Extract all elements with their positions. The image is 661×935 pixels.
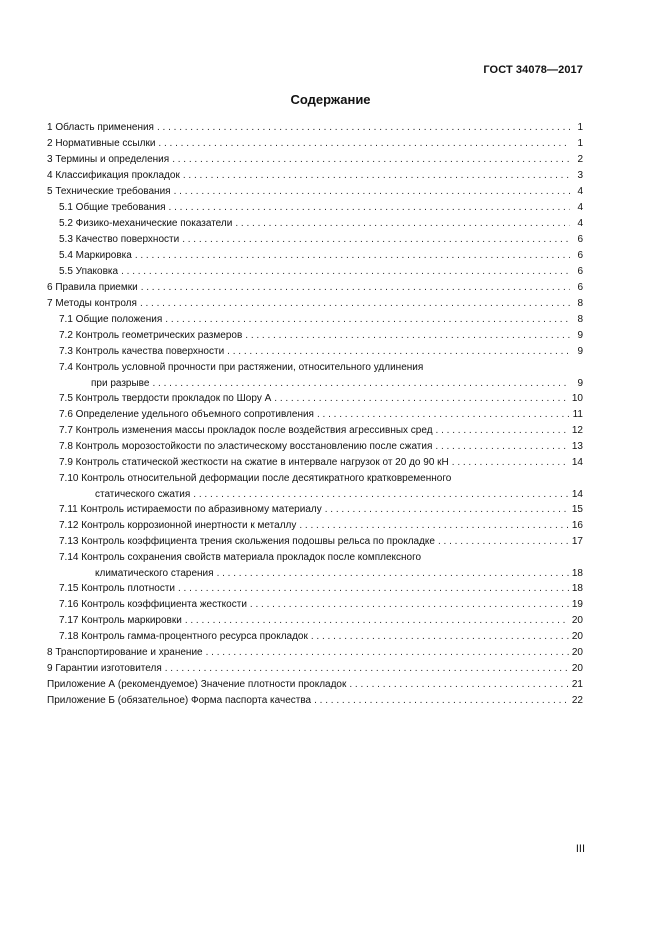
toc-page-number: 22 (571, 695, 583, 706)
dot-leader (140, 296, 570, 312)
toc-entry[interactable] (47, 407, 583, 423)
toc-entry-title: 7.3 Контроль качества поверхности (59, 346, 225, 357)
dot-leader (206, 645, 569, 661)
toc-entry[interactable] (47, 232, 583, 248)
toc-page-number: 20 (571, 615, 583, 626)
dot-leader (165, 661, 569, 677)
toc-page-number: 14 (571, 489, 583, 500)
toc-entry[interactable] (47, 693, 583, 709)
dot-leader (435, 439, 568, 455)
toc-entry[interactable] (47, 613, 583, 629)
toc-entry[interactable] (47, 200, 583, 216)
toc-entry-title: 7.10 Контроль относительной деформации после десятикратного кратковременного (59, 473, 452, 484)
toc-entry-title: 7.5 Контроль твердости прокладок по Шору А (59, 393, 272, 404)
toc-entry-row (47, 661, 583, 677)
dot-leader (436, 423, 569, 439)
toc-page-number: 18 (571, 583, 583, 594)
toc-entry-row (59, 455, 583, 471)
dot-leader (174, 184, 570, 200)
toc-page-number: 6 (577, 234, 583, 245)
toc-entry-title: 9 Гарантии изготовителя (47, 663, 162, 674)
toc-entry-row (47, 677, 583, 693)
toc-entry-row (59, 248, 583, 264)
toc-entry[interactable] (47, 645, 583, 661)
toc-entry[interactable] (47, 629, 583, 645)
dot-leader (157, 120, 570, 136)
toc-entry-row (47, 120, 583, 136)
toc-entry-row (47, 280, 583, 296)
toc-entry-row (47, 296, 583, 312)
toc-entry[interactable] (47, 216, 583, 232)
toc-entry-row (59, 502, 583, 518)
toc-page-number: 18 (571, 568, 583, 579)
dot-leader (185, 613, 569, 629)
toc-entry[interactable] (47, 312, 583, 328)
toc-entry[interactable] (47, 471, 583, 502)
toc-entry-title: 3 Термины и определения (47, 154, 170, 165)
toc-entry-title: 8 Транспортирование и хранение (47, 647, 203, 658)
toc-entry-title: 5.4 Маркировка (59, 250, 132, 261)
page-title: Содержание (290, 92, 371, 107)
toc-entry-title: 7 Методы контроля (47, 298, 137, 309)
toc-page-number: 21 (571, 679, 583, 690)
toc-entry-title: статического сжатия (95, 489, 191, 500)
toc-page-number: 17 (571, 536, 583, 547)
toc-entry-row (59, 328, 583, 344)
toc-entry-title: 7.8 Контроль морозостойкости по эластическому восстановлению после сжатия (59, 441, 433, 452)
toc-entry-row (59, 264, 583, 280)
toc-page-number: 20 (571, 647, 583, 658)
toc-page-number: 19 (571, 599, 583, 610)
toc-entry-title: 7.7 Контроль изменения массы прокладок после воздействия агрессивных сред (59, 425, 433, 436)
toc-entry[interactable] (47, 455, 583, 471)
toc-page-number: 4 (577, 202, 583, 213)
toc-page-number: 9 (577, 330, 583, 341)
toc-entry-title: 7.4 Контроль условной прочности при растяжении, относительного удлинения (59, 362, 424, 373)
dot-leader (217, 566, 569, 582)
toc-entry-title: 7.13 Контроль коэффициента трения скольжения подошвы рельса по прокладке (59, 536, 435, 547)
toc-entry-title: 5 Технические требования (47, 186, 171, 197)
toc-entry-row (59, 423, 583, 439)
toc-entry-title: 7.6 Определение удельного объемного сопротивления (59, 409, 314, 420)
toc-entry[interactable] (47, 423, 583, 439)
toc-entry-title: 4 Классификация прокладок (47, 170, 180, 181)
toc-entry-row (59, 566, 583, 582)
toc-entry-row (47, 184, 583, 200)
toc-entry[interactable] (47, 661, 583, 677)
toc-entry[interactable] (47, 328, 583, 344)
toc-entry-title: 5.3 Качество поверхности (59, 234, 180, 245)
dot-leader (245, 328, 570, 344)
toc-entry-title: 7.16 Контроль коэффициента жесткости (59, 599, 247, 610)
toc-page-number: 10 (571, 393, 583, 404)
toc-entry-title: 2 Нормативные ссылки (47, 138, 156, 149)
dot-leader (172, 152, 570, 168)
dot-leader (227, 344, 570, 360)
toc-page-number: 14 (571, 457, 583, 468)
toc-page-number: 4 (577, 218, 583, 229)
toc-entry-row (59, 216, 583, 232)
toc-entry-title: 7.17 Контроль маркировки (59, 615, 182, 626)
toc-entry[interactable] (47, 168, 583, 184)
toc-entry-title: при разрыве (91, 378, 150, 389)
dot-leader (438, 534, 569, 550)
toc-entry[interactable] (47, 550, 583, 581)
dot-leader (169, 200, 570, 216)
toc-entry[interactable] (47, 120, 583, 136)
toc-entry[interactable] (47, 534, 583, 550)
toc-page-number: 8 (577, 314, 583, 325)
dot-leader (193, 487, 569, 503)
toc-page-number: 1 (577, 138, 583, 149)
toc-entry-row (59, 200, 583, 216)
toc-page-number: 16 (571, 520, 583, 531)
dot-leader (152, 376, 570, 392)
toc-entry-title: 6 Правила приемки (47, 282, 138, 293)
dot-leader (317, 407, 570, 423)
dot-leader (349, 677, 569, 693)
toc-entry[interactable] (47, 518, 583, 534)
toc-page-number: 11 (572, 409, 583, 420)
toc-page-number: 6 (577, 282, 583, 293)
dot-leader (178, 581, 569, 597)
toc-page-number: 1 (577, 122, 583, 133)
dot-leader (141, 280, 570, 296)
toc-entry-row (59, 597, 583, 613)
dot-leader (325, 502, 569, 518)
dot-leader (299, 518, 569, 534)
standard-number: ГОСТ 34078—2017 (483, 64, 583, 76)
toc-entry[interactable] (47, 248, 583, 264)
toc-page-number: 4 (577, 186, 583, 197)
toc-entry[interactable] (47, 391, 583, 407)
toc-entry-row (59, 439, 583, 455)
dot-leader (121, 264, 570, 280)
toc-entry-row (47, 168, 583, 184)
toc-entry-row (47, 693, 583, 709)
toc-entry-row (59, 232, 583, 248)
toc-entry-title: 7.2 Контроль геометрических размеров (59, 330, 243, 341)
toc-page-number: 6 (577, 250, 583, 261)
toc-entry[interactable] (47, 136, 583, 152)
dot-leader (314, 693, 569, 709)
toc-entry-row (59, 391, 583, 407)
dot-leader (250, 597, 569, 613)
toc-entry[interactable] (47, 264, 583, 280)
toc-entry-row (47, 136, 583, 152)
toc-entry-row (59, 518, 583, 534)
toc-entry-row (59, 407, 583, 423)
toc-entry[interactable] (47, 280, 583, 296)
toc-entry-title: 5.1 Общие требования (59, 202, 166, 213)
dot-leader (183, 168, 570, 184)
toc-entry-row (59, 344, 583, 360)
toc-entry-title: 5.5 Упаковка (59, 266, 119, 277)
toc-page-number: 3 (577, 170, 583, 181)
dot-leader (158, 136, 570, 152)
toc-entry-title: 7.18 Контроль гамма-процентного ресурса прокладок (59, 631, 308, 642)
toc-entry-title: климатического старения (95, 568, 214, 579)
toc-entry[interactable] (47, 597, 583, 613)
dot-leader (165, 312, 570, 328)
toc-entry-row (59, 376, 583, 392)
toc-entry-row (47, 645, 583, 661)
toc-entry[interactable] (47, 360, 583, 391)
toc-entry-title: 7.9 Контроль статической жесткости на сжатие в интервале нагрузок от 20 до 90 кН (59, 457, 449, 468)
toc-page-number: 13 (571, 441, 583, 452)
dot-leader (235, 216, 570, 232)
toc-entry-title: 5.2 Физико-механические показатели (59, 218, 233, 229)
toc-entry[interactable] (47, 502, 583, 518)
table-of-contents (47, 120, 583, 709)
dot-leader (182, 232, 570, 248)
toc-page-number: 2 (577, 154, 583, 165)
toc-page-number: 9 (577, 378, 583, 389)
toc-entry-title: Приложение Б (обязательное) Форма паспорта качества (47, 695, 312, 706)
dot-leader (135, 248, 570, 264)
toc-entry-title: 7.1 Общие положения (59, 314, 163, 325)
toc-entry[interactable] (47, 581, 583, 597)
toc-page-number: 20 (571, 663, 583, 674)
toc-entry[interactable] (47, 152, 583, 168)
toc-entry[interactable] (47, 439, 583, 455)
toc-entry-row (59, 487, 583, 503)
toc-entry-row (59, 581, 583, 597)
toc-entry-title: 7.11 Контроль истираемости по абразивному материалу (59, 504, 322, 515)
toc-page-number: 20 (571, 631, 583, 642)
toc-entry[interactable] (47, 344, 583, 360)
toc-entry-row (59, 613, 583, 629)
toc-entry-row (59, 534, 583, 550)
dot-leader (311, 629, 569, 645)
dot-leader (452, 455, 569, 471)
toc-page-number: 12 (571, 425, 583, 436)
toc-entry-row (59, 312, 583, 328)
toc-page-number: 6 (577, 266, 583, 277)
toc-entry[interactable] (47, 184, 583, 200)
toc-page-number: 15 (571, 504, 583, 515)
toc-entry-title: Приложение А (рекомендуемое) Значение плотности прокладок (47, 679, 347, 690)
toc-entry[interactable] (47, 296, 583, 312)
toc-entry-title: 7.14 Контроль сохранения свойств материала прокладок после комплексного (59, 552, 422, 563)
toc-page-number: 9 (577, 346, 583, 357)
toc-entry-title: 1 Область применения (47, 122, 154, 133)
toc-entry[interactable] (47, 677, 583, 693)
toc-entry-row (47, 152, 583, 168)
dot-leader (274, 391, 569, 407)
toc-page-number: 8 (577, 298, 583, 309)
toc-entry-title: 7.15 Контроль плотности (59, 583, 175, 594)
toc-entry-title: 7.12 Контроль коррозионной инертности к металлу (59, 520, 297, 531)
page-number: III (575, 843, 585, 855)
toc-entry-row (59, 629, 583, 645)
